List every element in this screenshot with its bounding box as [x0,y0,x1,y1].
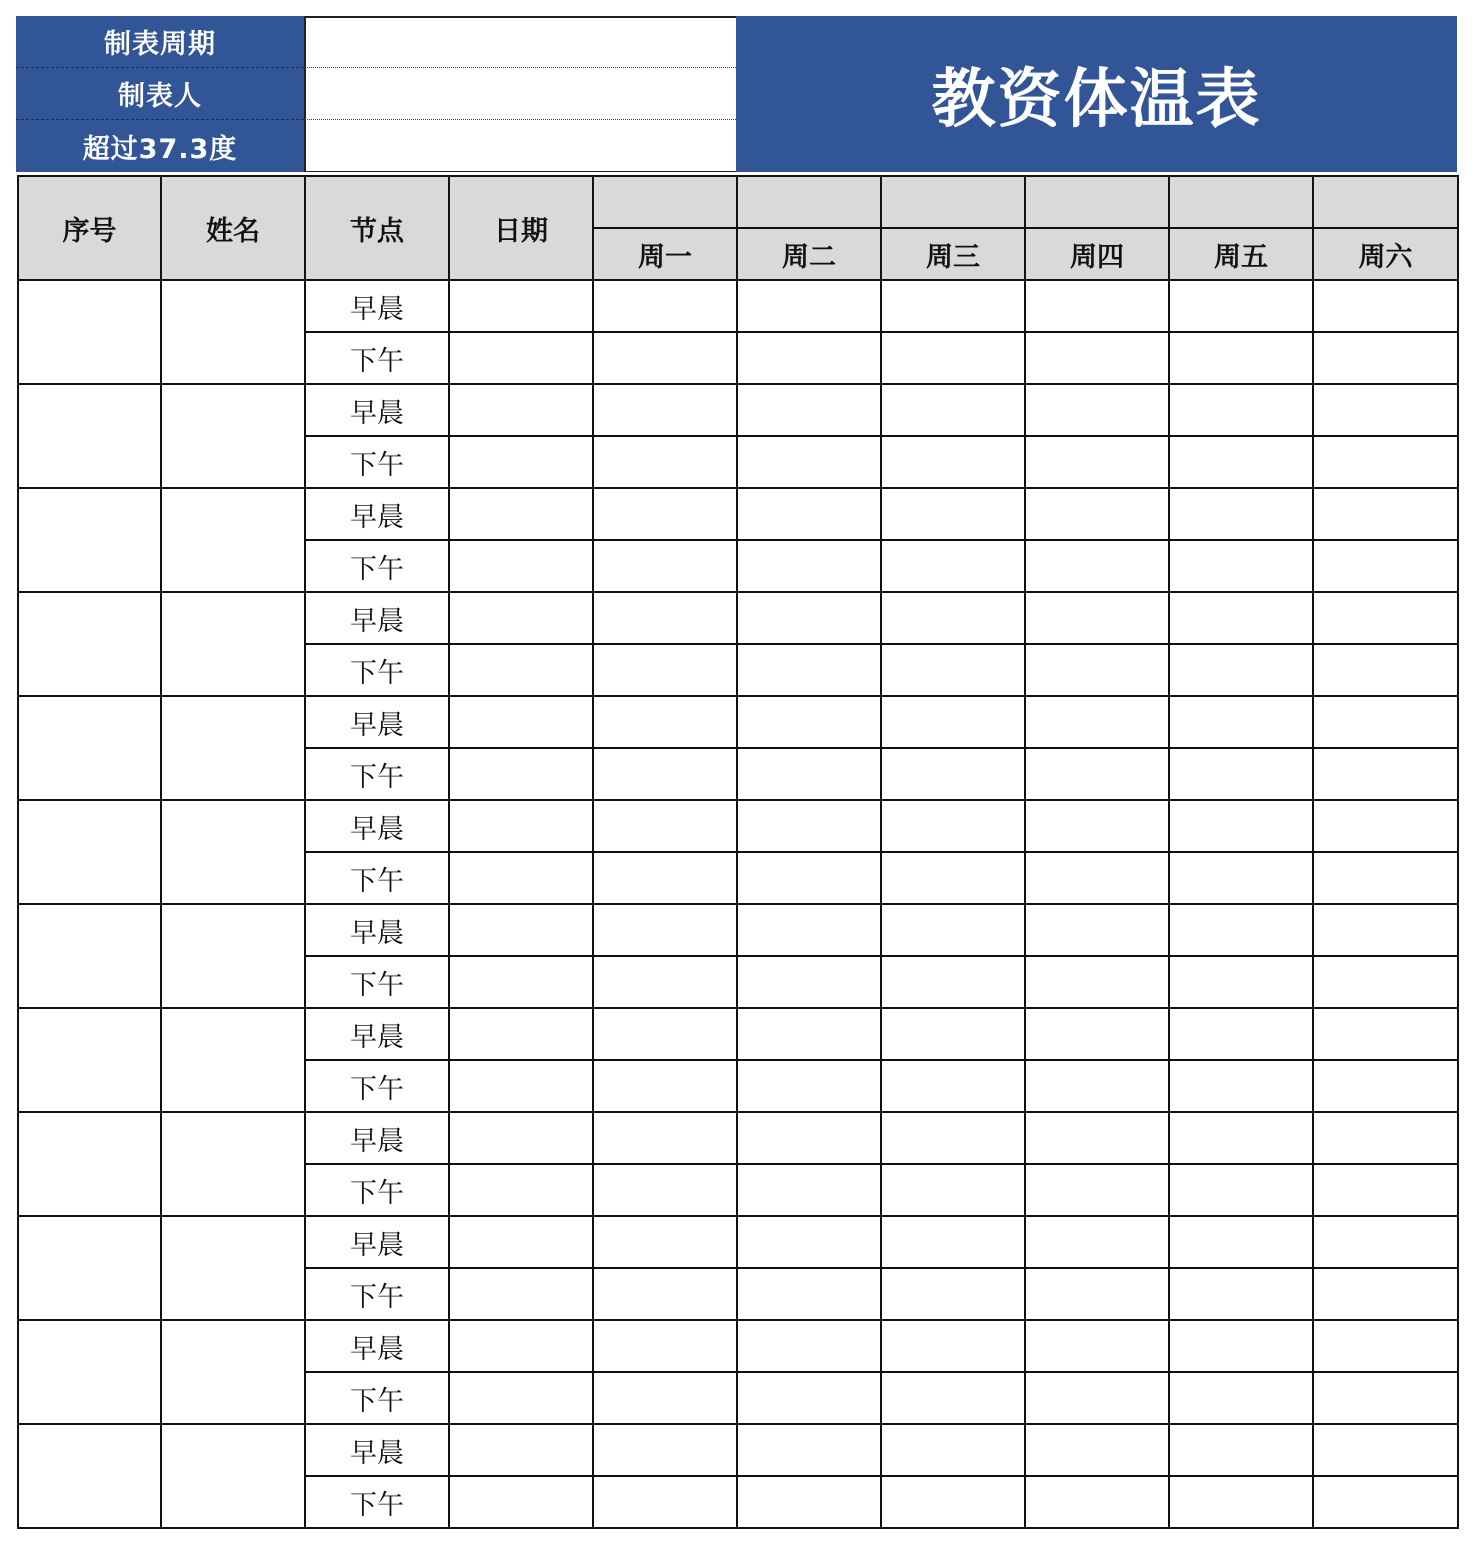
table-row [18,1424,1458,1476]
slot-afternoon-cell: 下午 [305,1268,449,1320]
date-cell[interactable] [449,1164,593,1216]
slot-afternoon-cell: 下午 [305,748,449,800]
temperature-cell[interactable] [737,592,881,644]
temperature-cell[interactable] [593,956,737,1008]
table-row [18,488,1458,540]
temperature-cell[interactable] [1313,1268,1458,1320]
temperature-cell[interactable] [881,540,1025,592]
temperature-cell[interactable] [1169,488,1313,540]
temperature-cell[interactable] [1025,696,1169,748]
index-cell[interactable] [18,592,161,696]
date-cell[interactable] [449,1008,593,1060]
slot-afternoon-cell: 下午 [305,1060,449,1112]
temperature-cell[interactable] [593,436,737,488]
date-cell[interactable] [449,488,593,540]
temperature-cell[interactable] [1169,1164,1313,1216]
index-cell[interactable] [18,696,161,800]
temperature-cell[interactable] [737,1268,881,1320]
slot-morning-cell: 早晨 [305,1008,449,1060]
index-cell[interactable] [18,1008,161,1112]
temperature-cell[interactable] [1313,1164,1458,1216]
temperature-cell[interactable] [1025,1372,1169,1424]
temperature-cell[interactable] [737,748,881,800]
slot-morning-cell: 早晨 [305,1112,449,1164]
date-cell[interactable] [449,644,593,696]
index-cell[interactable] [18,1424,161,1528]
temperature-cell[interactable] [593,488,737,540]
temperature-cell[interactable] [593,696,737,748]
temperature-cell[interactable] [881,1164,1025,1216]
name-cell[interactable] [161,800,305,904]
slot-afternoon-cell: 下午 [305,644,449,696]
temperature-cell[interactable] [593,1060,737,1112]
temperature-cell[interactable] [1313,1008,1458,1060]
date-cell[interactable] [449,956,593,1008]
temperature-cell[interactable] [593,280,737,332]
temperature-cell[interactable] [1169,1320,1313,1372]
temperature-cell[interactable] [593,852,737,904]
temperature-cell[interactable] [1025,644,1169,696]
index-cell[interactable] [18,1216,161,1320]
temperature-cell[interactable] [1169,592,1313,644]
temperature-cell[interactable] [881,1112,1025,1164]
temperature-cell[interactable] [881,488,1025,540]
table-row [18,800,1458,852]
date-cell[interactable] [449,1320,593,1372]
temperature-cell[interactable] [1025,540,1169,592]
temperature-cell[interactable] [1169,644,1313,696]
temperature-cell[interactable] [881,1268,1025,1320]
temperature-cell[interactable] [1313,436,1458,488]
temperature-cell[interactable] [1169,436,1313,488]
temperature-cell[interactable] [881,956,1025,1008]
col-header-date: 日期 [449,176,593,280]
temperature-cell[interactable] [1025,1060,1169,1112]
temperature-cell[interactable] [1025,852,1169,904]
temperature-cell[interactable] [1313,1060,1458,1112]
temperature-cell[interactable] [1169,1476,1313,1528]
temperature-cell[interactable] [593,332,737,384]
date-cell[interactable] [449,540,593,592]
temperature-cell[interactable] [1169,280,1313,332]
temperature-cell[interactable] [593,904,737,956]
temperature-cell[interactable] [1313,956,1458,1008]
index-cell[interactable] [18,1320,161,1424]
temperature-cell[interactable] [1025,748,1169,800]
temperature-cell[interactable] [881,904,1025,956]
header-block [16,16,1457,172]
temperature-cell[interactable] [1169,332,1313,384]
temperature-cell[interactable] [737,800,881,852]
temperature-cell[interactable] [881,1320,1025,1372]
temperature-cell[interactable] [1313,540,1458,592]
temperature-cell[interactable] [1025,956,1169,1008]
temperature-cell[interactable] [1025,384,1169,436]
col-header-tue: 周二 [737,228,881,280]
temperature-cell[interactable] [1025,1424,1169,1476]
index-cell[interactable] [18,904,161,1008]
table-row [18,696,1458,748]
temperature-cell[interactable] [593,800,737,852]
day-header-blank [881,176,1025,228]
temperature-cell[interactable] [737,488,881,540]
temperature-cell[interactable] [593,592,737,644]
day-header-blank [1169,176,1313,228]
name-cell[interactable] [161,1424,305,1528]
date-cell[interactable] [449,748,593,800]
slot-morning-cell: 早晨 [305,904,449,956]
temperature-cell[interactable] [1313,904,1458,956]
temperature-cell[interactable] [881,1424,1025,1476]
temperature-cell[interactable] [593,384,737,436]
date-cell[interactable] [449,1060,593,1112]
temperature-cell[interactable] [593,1424,737,1476]
temperature-cell[interactable] [1169,956,1313,1008]
date-cell[interactable] [449,1268,593,1320]
col-header-name: 姓名 [161,176,305,280]
temperature-cell[interactable] [881,852,1025,904]
temperature-cell[interactable] [593,748,737,800]
temperature-cell[interactable] [737,280,881,332]
temperature-cell[interactable] [737,436,881,488]
slot-morning-cell: 早晨 [305,592,449,644]
temperature-cell[interactable] [1025,1008,1169,1060]
temperature-cell[interactable] [881,436,1025,488]
temperature-cell[interactable] [1169,748,1313,800]
index-cell[interactable] [18,280,161,384]
temperature-cell[interactable] [881,1216,1025,1268]
temperature-cell[interactable] [1313,644,1458,696]
temperature-cell[interactable] [593,1476,737,1528]
date-cell[interactable] [449,1112,593,1164]
slot-morning-cell: 早晨 [305,1216,449,1268]
table-row [18,1112,1458,1164]
temperature-cell[interactable] [593,1320,737,1372]
temperature-cell[interactable] [1313,1216,1458,1268]
temperature-cell[interactable] [737,696,881,748]
temperature-cell[interactable] [593,1216,737,1268]
temperature-cell[interactable] [1313,1476,1458,1528]
col-header-mon: 周一 [593,228,737,280]
slot-afternoon-cell: 下午 [305,436,449,488]
slot-afternoon-cell: 下午 [305,540,449,592]
temperature-cell[interactable] [737,1476,881,1528]
sheet-title: 教资体温表 [736,16,1457,172]
period-field[interactable] [304,16,736,68]
col-header-index: 序号 [18,176,161,280]
temperature-cell[interactable] [737,540,881,592]
temperature-cell[interactable] [1313,280,1458,332]
temperature-cell[interactable] [1313,384,1458,436]
name-cell[interactable] [161,1320,305,1424]
temperature-cell[interactable] [881,800,1025,852]
day-header-blank [593,176,737,228]
temperature-table [17,175,1459,1529]
temperature-cell[interactable] [737,332,881,384]
temperature-cell[interactable] [1025,1112,1169,1164]
temperature-cell[interactable] [737,1320,881,1372]
slot-morning-cell: 早晨 [305,280,449,332]
date-cell[interactable] [449,280,593,332]
temperature-cell[interactable] [1313,1320,1458,1372]
table-row [18,1008,1458,1060]
slot-afternoon-cell: 下午 [305,1164,449,1216]
temperature-cell[interactable] [737,1372,881,1424]
table-row [18,904,1458,956]
header-row-top [18,176,1458,228]
table-row [18,1320,1458,1372]
temperature-cell[interactable] [737,1112,881,1164]
slot-morning-cell: 早晨 [305,1320,449,1372]
temperature-cell[interactable] [881,1008,1025,1060]
name-cell[interactable] [161,488,305,592]
temperature-cell[interactable] [737,1164,881,1216]
temperature-cell[interactable] [737,384,881,436]
temperature-cell[interactable] [881,332,1025,384]
temperature-cell[interactable] [737,1060,881,1112]
name-cell[interactable] [161,1216,305,1320]
day-header-blank [737,176,881,228]
date-cell[interactable] [449,384,593,436]
temperature-cell[interactable] [1313,1112,1458,1164]
temperature-cell[interactable] [1025,1320,1169,1372]
slot-afternoon-cell: 下午 [305,852,449,904]
temperature-cell[interactable] [593,1372,737,1424]
date-cell[interactable] [449,1476,593,1528]
threshold-input[interactable] [306,120,736,171]
name-cell[interactable] [161,904,305,1008]
threshold-label: 超过37.3度 [16,120,304,172]
temperature-cell[interactable] [881,748,1025,800]
temperature-cell[interactable] [1025,1476,1169,1528]
temperature-cell[interactable] [1169,1268,1313,1320]
temperature-cell[interactable] [737,904,881,956]
slot-morning-cell: 早晨 [305,696,449,748]
slot-morning-cell: 早晨 [305,488,449,540]
name-cell[interactable] [161,1112,305,1216]
temperature-cell[interactable] [1313,852,1458,904]
name-cell[interactable] [161,384,305,488]
temperature-cell[interactable] [1169,1112,1313,1164]
temperature-cell[interactable] [881,384,1025,436]
temperature-cell[interactable] [1025,800,1169,852]
temperature-cell[interactable] [881,696,1025,748]
temperature-cell[interactable] [881,1060,1025,1112]
temperature-cell[interactable] [593,1008,737,1060]
temperature-cell[interactable] [1025,436,1169,488]
temperature-cell[interactable] [593,1268,737,1320]
temperature-cell[interactable] [1169,800,1313,852]
temperature-cell[interactable] [1313,592,1458,644]
temperature-cell[interactable] [1025,280,1169,332]
slot-afternoon-cell: 下午 [305,956,449,1008]
date-cell[interactable] [449,1424,593,1476]
table-row [18,592,1458,644]
name-cell[interactable] [161,1008,305,1112]
slot-morning-cell: 早晨 [305,1424,449,1476]
temperature-cell[interactable] [1169,1372,1313,1424]
temperature-cell[interactable] [881,592,1025,644]
temperature-cell[interactable] [1169,540,1313,592]
col-header-slot: 节点 [305,176,449,280]
temperature-cell[interactable] [1025,1268,1169,1320]
temperature-cell[interactable] [737,1216,881,1268]
date-cell[interactable] [449,696,593,748]
temperature-cell[interactable] [593,540,737,592]
table-row [18,384,1458,436]
period-label: 制表周期 [16,16,304,68]
slot-afternoon-cell: 下午 [305,1476,449,1528]
temperature-cell[interactable] [593,1112,737,1164]
day-header-blank [1313,176,1458,228]
date-cell[interactable] [449,436,593,488]
temperature-cell[interactable] [737,956,881,1008]
temperature-cell[interactable] [737,1008,881,1060]
temperature-cell[interactable] [1169,1216,1313,1268]
table-row [18,280,1458,332]
temperature-cell[interactable] [737,644,881,696]
name-cell[interactable] [161,280,305,384]
index-cell[interactable] [18,384,161,488]
col-header-fri: 周五 [1169,228,1313,280]
temperature-cell[interactable] [1313,800,1458,852]
name-cell[interactable] [161,592,305,696]
slot-afternoon-cell: 下午 [305,332,449,384]
table-row [18,1216,1458,1268]
temperature-cell[interactable] [1169,1060,1313,1112]
maker-field[interactable] [304,68,736,120]
date-cell[interactable] [449,1216,593,1268]
temperature-cell[interactable] [1025,904,1169,956]
temperature-cell[interactable] [593,1164,737,1216]
date-cell[interactable] [449,592,593,644]
date-cell[interactable] [449,904,593,956]
col-header-wed: 周三 [881,228,1025,280]
maker-input[interactable] [306,68,736,119]
date-cell[interactable] [449,852,593,904]
date-cell[interactable] [449,800,593,852]
slot-morning-cell: 早晨 [305,384,449,436]
temperature-cell[interactable] [1025,1164,1169,1216]
temperature-cell[interactable] [1025,1216,1169,1268]
temperature-cell[interactable] [1025,592,1169,644]
temperature-cell[interactable] [1313,1424,1458,1476]
temperature-cell[interactable] [1025,488,1169,540]
temperature-cell[interactable] [1169,696,1313,748]
index-cell[interactable] [18,488,161,592]
temperature-cell[interactable] [1169,1424,1313,1476]
temperature-cell[interactable] [737,852,881,904]
index-cell[interactable] [18,1112,161,1216]
temperature-cell[interactable] [1313,1372,1458,1424]
maker-label: 制表人 [16,68,304,120]
slot-afternoon-cell: 下午 [305,1372,449,1424]
temperature-cell[interactable] [881,1372,1025,1424]
temperature-cell[interactable] [1313,332,1458,384]
date-cell[interactable] [449,1372,593,1424]
date-cell[interactable] [449,332,593,384]
temperature-cell[interactable] [1169,852,1313,904]
name-cell[interactable] [161,696,305,800]
temperature-cell[interactable] [737,1424,881,1476]
temperature-cell[interactable] [881,1476,1025,1528]
temperature-cell[interactable] [1169,384,1313,436]
temperature-cell[interactable] [1313,488,1458,540]
table-body [18,280,1458,1528]
temperature-cell[interactable] [1169,1008,1313,1060]
col-header-sat: 周六 [1313,228,1458,280]
temperature-cell[interactable] [1313,748,1458,800]
temperature-cell[interactable] [1025,332,1169,384]
temperature-cell[interactable] [1169,904,1313,956]
slot-morning-cell: 早晨 [305,800,449,852]
col-header-thu: 周四 [1025,228,1169,280]
temperature-cell[interactable] [593,644,737,696]
temperature-cell[interactable] [881,280,1025,332]
temperature-cell[interactable] [1313,696,1458,748]
temperature-cell[interactable] [881,644,1025,696]
period-input[interactable] [306,18,736,67]
index-cell[interactable] [18,800,161,904]
threshold-field[interactable] [304,120,736,172]
day-header-blank [1025,176,1169,228]
